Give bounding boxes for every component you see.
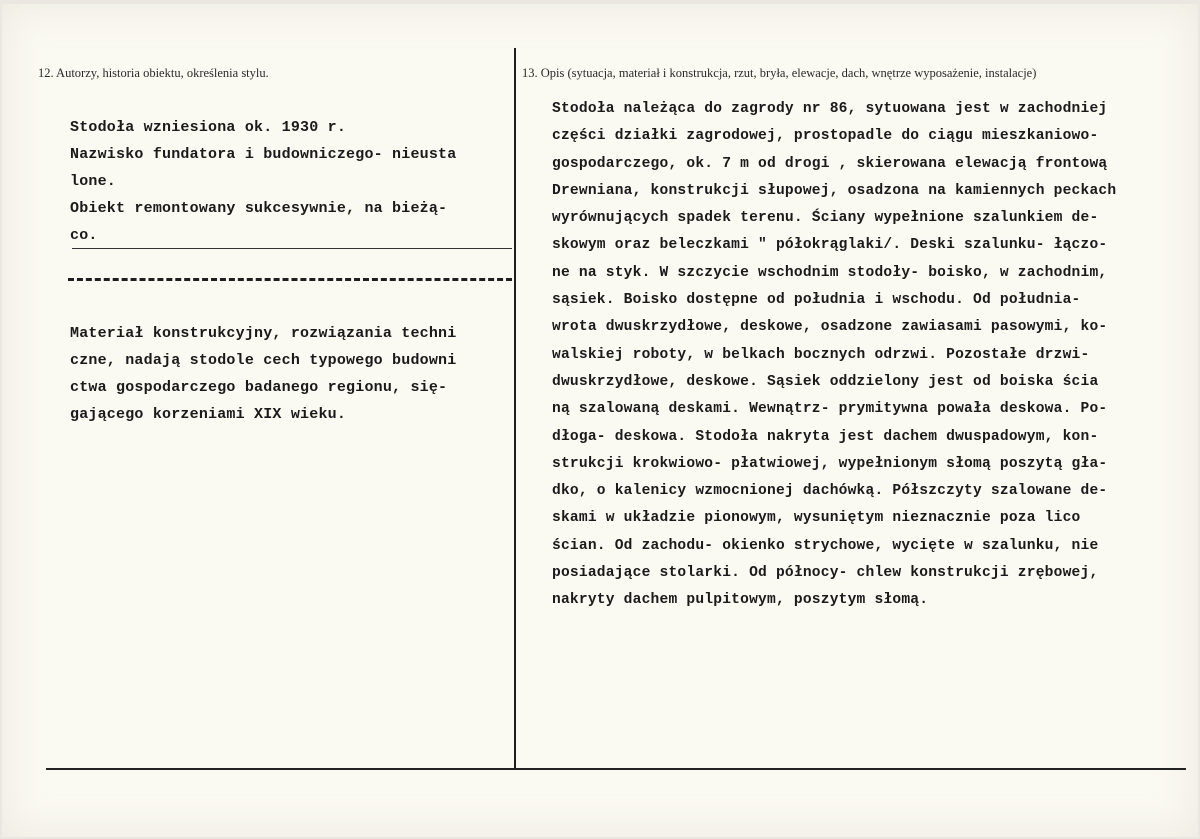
material-line: czne, nadają stodole cech typowego budowni [70, 352, 457, 369]
description-line: nakryty dachem pulpitowym, poszytym słomą. [552, 592, 929, 609]
material-line: ctwa gospodarczego badanego regionu, się- [70, 379, 448, 396]
description-line: wyrównujących spadek terenu. Ściany wypełnione szalunkiem de- [552, 210, 1099, 227]
description-line: ną szalowaną deskami. Wewnątrz- prymitywna powała deskowa. Po- [552, 401, 1108, 418]
description-line: Stodoła należąca do zagrody nr 86, sytuowana jest w zachodniej [552, 101, 1108, 117]
origin-line: Stodoła wzniesiona ok. 1930 r. [70, 119, 347, 136]
description-line: walskiej roboty, w belkach bocznych odrzwi. Pozostałe drzwi- [552, 346, 1090, 363]
inventory-card [2, 4, 1198, 837]
description-line: Drewniana, konstrukcji słupowej, osadzona na kamiennych peckach [552, 182, 1117, 199]
column-divider [514, 48, 516, 768]
bottom-rule [46, 768, 1186, 770]
description-line: ne na styk. W szczycie wschodnim stodoły- boisko, w zachodnim, [552, 264, 1108, 281]
description-line: dko, o kalenicy wzmocnionej dachówką. Półszczyty szalowane de- [552, 483, 1108, 500]
material-line: Materiał konstrukcyjny, rozwiązania techni [70, 325, 457, 342]
description-line: posiadające stolarki. Od północy- chlew konstrukcji zrębowej, [552, 565, 1099, 582]
origin-line: Obiekt remontowany sukcesywnie, na bieżą- [70, 200, 448, 217]
description-line: ścian. Od zachodu- okienko strychowe, wycięte w szalunku, nie [552, 537, 1099, 554]
origin-line: lone. [70, 173, 117, 190]
description-line: gospodarczego, ok. 7 m od drogi , skierowana elewacją frontową [552, 155, 1108, 172]
description-line: skowym oraz beleczkami " półokrąglaki/. Deski szalunku- łączo- [552, 237, 1108, 254]
material-line: gającego korzeniami XIX wieku. [70, 406, 347, 423]
material-text-block [70, 320, 456, 428]
description-line: sąsiek. Boisko dostępne od południa i wschodu. Od południa- [552, 292, 1081, 309]
typed-dash-separator [68, 278, 512, 281]
description-line: wrota dwuskrzydłowe, deskowe, osadzone zawiasami pasowymi, ko- [552, 319, 1108, 336]
section-13-header: 13. Opis (sytuacja, materiał i konstrukcja, rzut, bryła, elewacje, dach, wnętrze wyposażenie, instalacje) [522, 66, 1037, 80]
origin-line: co. [70, 227, 98, 244]
section-12-header: 12. Autorzy, historia obiektu, określenia stylu. [38, 66, 269, 80]
origin-line: Nazwisko fundatora i budowniczego- nieusta [70, 146, 457, 163]
description-line: strukcji krokwiowo- płatwiowej, wypełnionym słomą poszytą gła- [552, 455, 1108, 472]
description-line: dwuskrzydłowe, deskowe. Sąsiek oddzielony jest od boiska ścia [552, 373, 1099, 390]
description-line: skami w układzie pionowym, wysuniętym nieznacznie poza lico [552, 510, 1081, 527]
description-line: części działki zagrodowej, prostopadle do ciągu mieszkaniowo- [552, 128, 1099, 145]
description-text-block [552, 96, 1116, 615]
origin-text-block [70, 114, 456, 249]
description-line: dłoga- deskowa. Stodoła nakryta jest dachem dwuspadowym, kon- [552, 428, 1099, 445]
